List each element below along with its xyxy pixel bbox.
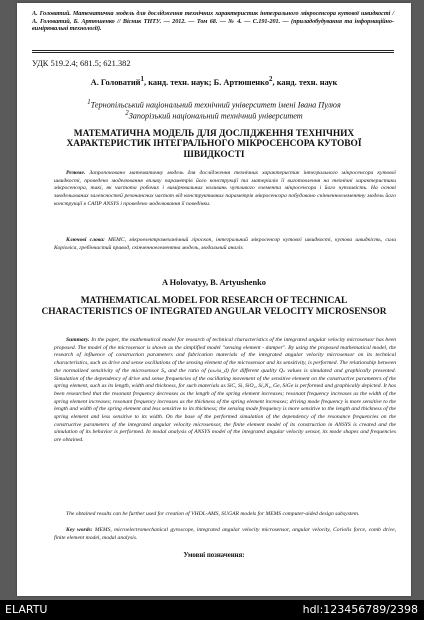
authors-en: A Holovatyy, B. Artyushenko: [161, 278, 266, 287]
author-2-superscript: 2: [269, 75, 273, 83]
abstract-en-conclusion-text: The obtained results can be further used for creation of VHDL-AMS, SUGAR models for MEMS computer-aided design subsystem.: [66, 511, 360, 517]
abstract-en: [54, 337, 396, 445]
notation-heading: Умовні позначення:: [183, 552, 245, 559]
running-header: А. Головатий. Математична модель для дослідження технічних характеристик інтегрального мікросенсора кутової швидкості / А. Головатий, Б. Артюшенко // Вісник ТНТУ. — 2012. — Том 68. — № 4. — С.191-201. — (приладобудування та інформаційно-вимірювальні технології).: [32, 10, 394, 33]
keywords-en-text: MEMS, microelectromechanical gyroscope, integrated angular velocity microsensor, angular velocity, Coriolis force, comb drive, finite element model, modal analysis.: [54, 527, 396, 541]
header-rule-top: [32, 50, 394, 51]
keywords-ua: [54, 237, 396, 252]
repository-label: ELARTU: [5, 603, 48, 616]
author-1-degree: , канд. техн. наук;: [144, 77, 214, 87]
affiliation-1: [17, 99, 411, 110]
abstract-ua-text: Запропоновано математичну модель для дослідження технічних характеристик інтегрального мікросенсора кутової швидкості, проведено моделювання впливу параметрів його конструкції та матеріалів її виготовлення на технічні характеристики мікросенсора, такі, як частота робочих і вимірювальних коливань чутливого елемента мікросенсора і його чутливість. На основі змодельованих залежностей резонансних частот від конструктивних параметрів мікросенсора побудовано скінченноелементну модель його конструкції в САПР ANSYS і проведено моделювання її поведінки.: [54, 170, 396, 207]
keywords-en-lead: Key words:: [66, 527, 93, 533]
keywords-en: [54, 527, 396, 542]
author-1: А. Головатий: [90, 77, 141, 87]
handle-identifier: hdl:123456789/2398: [302, 603, 418, 616]
author-1-superscript: 1: [140, 75, 144, 83]
abstract-ua: [54, 170, 396, 209]
abstract-en-conclusion: [54, 511, 396, 519]
title-en: MATHEMATICAL MODEL FOR RESEARCH OF TECHNICAL CHARACTERISTICS OF INTEGRATED ANGULAR VELOCITY MICROSENSOR: [41, 296, 387, 317]
affiliation-2-text: Запорізький національний технічний університет: [128, 111, 303, 121]
affiliation-1-superscript: 1: [87, 99, 91, 106]
keywords-ua-lead: Ключові слова:: [66, 237, 105, 243]
abstract-en-text: In the paper, the mathematical model for research of technical characteristics of the integrated angular velocity microsensor has been proposed. The model of the microsensor is shown as the simplified model "sensing element - damper". By using the proposed mathematical model, the research of influence of construction parameters and fabrication materials of the integrated angular velocity microsensor on its technical characteristics, such as drive and sense oscillations of the sensing element of the microsensor and its sensitivity, is performed. The relationship between the normalized sensitivity of the microsensor S₀ and the ratio of (ωₛ/ω_d) for different quality Qₛ values is simulated and graphically presented. Simulation of the dependency of drive and sense frequencies of the oscillating movement of the sensitive element on the constructive parameters of the spring element, such as its length, width and thickness, for such materials as SiC, Si, SiO₂, Si₃N₄, Ge, SiGe is performed and graphically depicted. It has been researched that the resonant frequency decreases as the length of the spring element increases; resonant frequency increases as the width of the spring element increases; resonant frequency increases as the thickness of the spring element increases; driving mode frequency is more sensitive to the length and width of the spring element and less sensitive to its thickness; the sensing mode frequency is more sensitive to the length and thickness of the spring element and less sensitive to its width. On the base of the performed simulation of the dependency of the resonance frequencies on the constructive parameters of the integrated angular velocity microsensor, the finite element model of its construction in ANSYS is created and the simulation of its behavior is performed. In modal analysis of ANSYS model of the integrated angular velocity sensor, its mode shapes and frequencies are obtained.: [54, 337, 396, 444]
document-page: [17, 3, 411, 596]
abstract-ua-lead: Резюме.: [66, 170, 86, 176]
abstract-en-lead: Summary.: [66, 337, 90, 343]
keywords-ua-text: МЕМС, мікроелектромеханічний гіроскоп, інтегральний мікросенсор кутової швидкості, кутова швидкість, сила Коріоліса, гребінчастий привод, скінченноелементна модель, модальний аналіз.: [54, 237, 397, 251]
header-rule-bottom: [32, 52, 394, 53]
author-2: Б. Артюшенко: [213, 77, 270, 87]
affiliation-2-superscript: 2: [125, 110, 129, 117]
affiliation-1-text: Тернопільський національний технічний університет імені Івана Пулюя: [90, 100, 341, 110]
udc-code: УДК 519.2.4; 681.5; 621.382: [32, 59, 131, 68]
title-ua: МАТЕМАТИЧНА МОДЕЛЬ ДЛЯ ДОСЛІДЖЕННЯ ТЕХНІЧНИХ ХАРАКТЕРИСТИК ІНТЕГРАЛЬНОГО МІКРОСЕНСОРА КУТОВОЇ ШВИДКОСТІ: [66, 129, 362, 160]
affiliation-2: [17, 110, 411, 121]
footer-bar: [0, 600, 424, 620]
authors-ua: [17, 75, 411, 87]
author-2-degree: , канд. техн. наук: [272, 77, 338, 87]
